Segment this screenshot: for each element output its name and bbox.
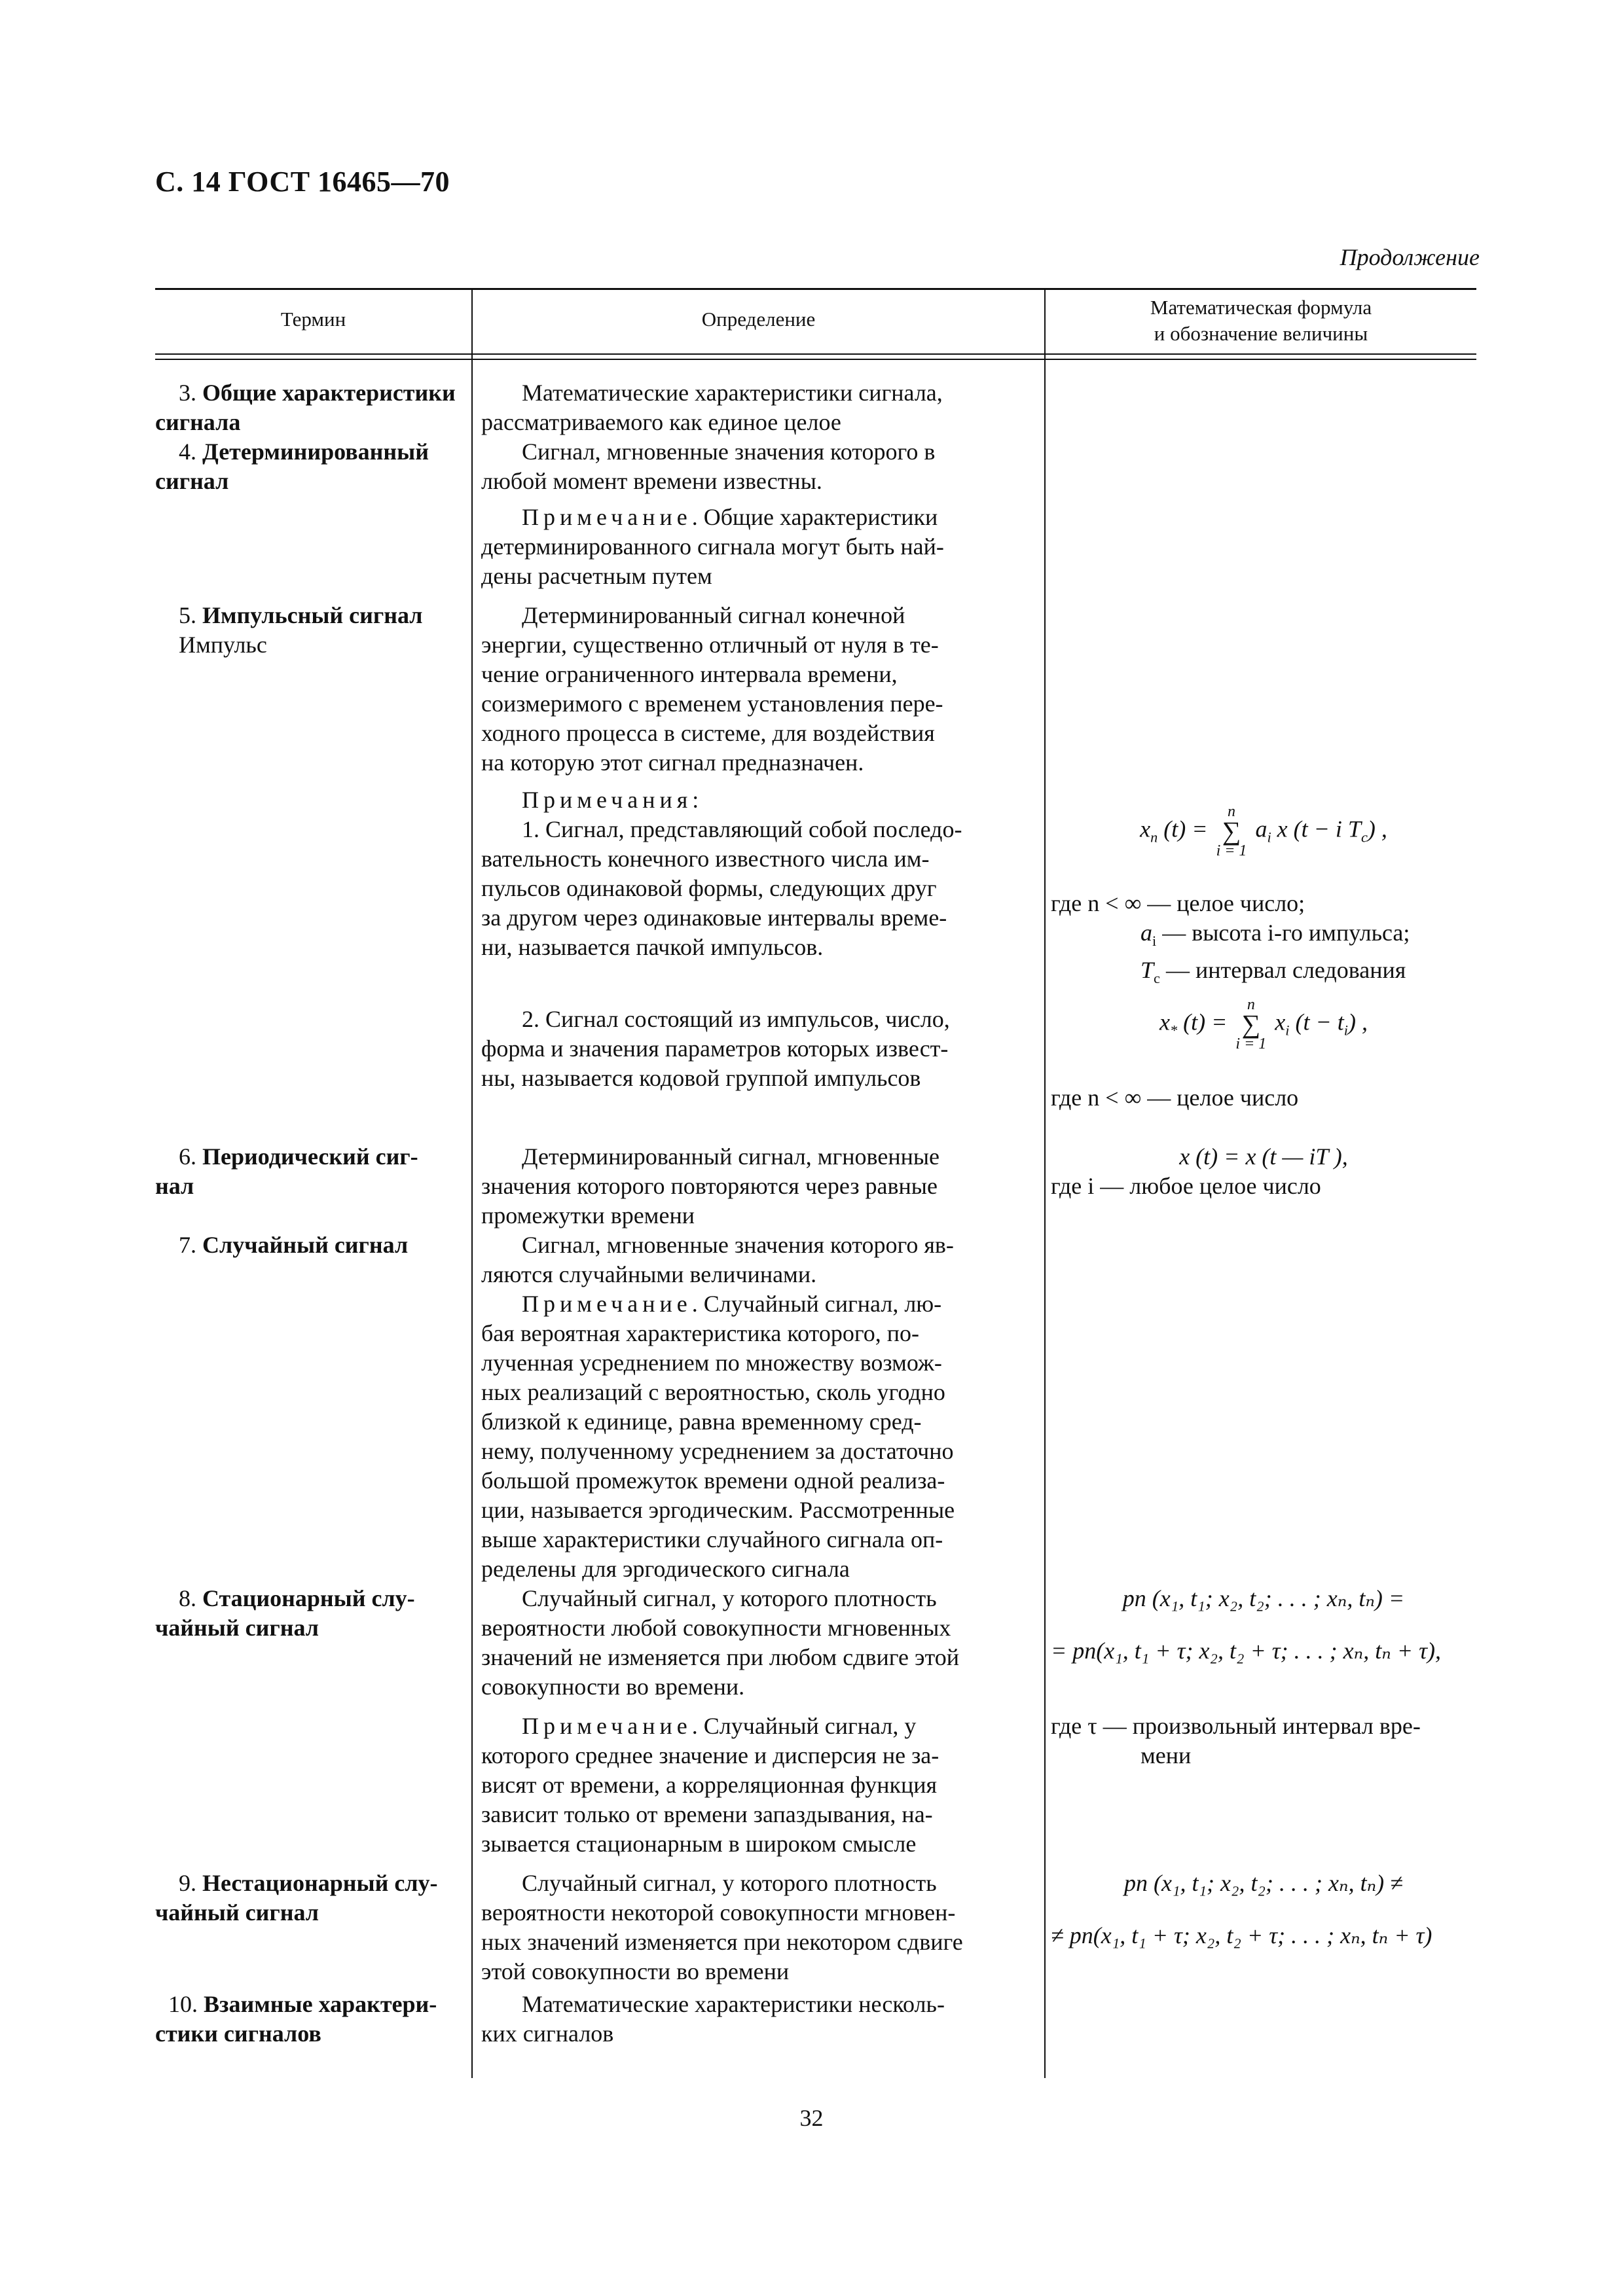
formula-8-where: где τ — произвольный интервал вре- мени	[1051, 1713, 1421, 1768]
term-8: 8. Стационарный слу- чайный сигнал	[155, 1585, 415, 1641]
column-header-term: Термин	[280, 308, 346, 331]
formula-5-2: $x_*$ (t) = n ∑ i = 1 $x_i$ $(t - t_i)$ ,	[1159, 996, 1368, 1052]
term-9: 9. Нестационарный слу- чайный сигнал	[155, 1870, 438, 1926]
definition-3: Математические характеристики сигнала, рассматриваемого как единое целое	[481, 380, 943, 435]
column-divider-2	[1044, 288, 1046, 2078]
table-header-rule-2	[155, 359, 1476, 360]
formula-5-2-where: где n < ∞ — целое число	[1051, 1085, 1299, 1111]
definition-4: Сигнал, мгновенные значения которого в любой момент времени известны.	[481, 439, 936, 494]
term-7: 7. Случайный сигнал	[179, 1232, 409, 1258]
sum-symbol: n ∑ i = 1	[1216, 803, 1247, 859]
definition-7: Сигнал, мгновенные значения которого яв- ляются случайными величинами. Примечание. Случайный сигнал, лю- бая вероятная характеристика которого, по- лученная усреднением по множеству возмож- ных реализаций с вероятностью, сколь угодно близкой к единице, равна временному сред- нему, полученному усреднением за достаточно большой промежуток времени одной реализа- ции, называется эргодическим. Рассмотренные выше характеристики случайного сигнала оп- ределены для эргодического сигнала	[481, 1232, 955, 1582]
formula-5-1: $x_п$ (t) = n ∑ i = 1 $a_i$ x (t − i $T_c$) ,	[1140, 803, 1387, 859]
column-header-formula	[1046, 295, 1476, 347]
definition-6: Детерминированный сигнал, мгновенные значения которого повторяются через равные промежутки времени	[481, 1143, 940, 1229]
definition-8: Случайный сигнал, у которого плотность вероятности любой совокупности мгновенных значений не изменяется при любом сдвиге этой совокупности во времени.	[481, 1585, 960, 1700]
term-10: 10. Взаимные характери- стики сигналов	[155, 1991, 437, 2047]
column-header-formula-line-1: Математическая формула	[1150, 296, 1372, 319]
formula-8: pп (x₁, t₁; x₂, t₂; . . . ; xₙ, tₙ) = = pп(x₁, t₁ + τ; x₂, t₂ + τ; . . . ; xₙ, tₙ + τ),	[1051, 1585, 1441, 1664]
column-divider-1	[471, 288, 473, 2078]
term-5: 5. Импульсный сигнал Импульс	[179, 602, 423, 658]
notes-5: Примечания: 1. Сигнал, представляющий собой последо- вательность конечного известного числа им- пульсов одинаковой формы, следующих друг за другом через одинаковые интервалы време- ни, называется пачкой импульсов.	[481, 787, 962, 960]
notes-5-item-2: 2. Сигнал состоящий из импульсов, число, форма и значения параметров которых извест- ны, называется кодовой группой импульсов	[481, 1006, 950, 1091]
formula-6: x (t) = x (t — iT ), где i — любое целое число	[1051, 1143, 1348, 1199]
term-4: 4. Детерминированный сигнал	[155, 439, 429, 494]
continuation-label: Продолжение	[1340, 244, 1480, 270]
page-number: 32	[799, 2105, 824, 2131]
term-3: 3. Общие характеристики сигнала	[155, 380, 456, 435]
column-header-definition: Определение	[701, 308, 816, 331]
formula-9: pп (x₁, t₁; x₂, t₂; . . . ; xₙ, tₙ) ≠ ≠ pп(x₁, t₁ + τ; x₂, t₂ + τ; . . . ; xₙ, tₙ + τ)	[1051, 1870, 1432, 1948]
definition-5: Детерминированный сигнал конечной энергии, существенно отличный от нуля в те- чение ограниченного интервала времени, соизмеримого с временем установления пере- ходного процесса в системе, для воздействия на которую этот сигнал предназначен.	[481, 602, 943, 776]
note-8: Примечание. Случайный сигнал, у которого среднее значение и дисперсия не за- висят от времени, а корреляционная функция зависит только от времени запаздывания, на- зывается стационарным в широком смысле	[481, 1713, 939, 1857]
definition-10: Математические характеристики несколь- ких сигналов	[481, 1991, 945, 2047]
sum-symbol: n ∑ i = 1	[1235, 996, 1267, 1052]
table-header-rule	[155, 353, 1476, 355]
definition-9: Случайный сигнал, у которого плотность вероятности некоторой совокупности мгновен- ных значений изменяется при некотором сдвиге этой совокупности во времени	[481, 1870, 963, 1984]
note-4: Примечание. Общие характеристики детерминированного сигнала могут быть най- дены расчетным путем	[481, 504, 944, 589]
term-6: 6. Периодический сиг- нал	[155, 1143, 418, 1199]
formula-5-1-where: где n < ∞ — целое число; $a_i$ — высота i-го импульса; $T_c$ — интервал следования	[1051, 890, 1410, 987]
column-header-formula-line-2: и обозначение величины	[1154, 322, 1368, 345]
page-header: С. 14 ГОСТ 16465—70	[155, 166, 450, 198]
table-top-rule	[155, 288, 1476, 290]
